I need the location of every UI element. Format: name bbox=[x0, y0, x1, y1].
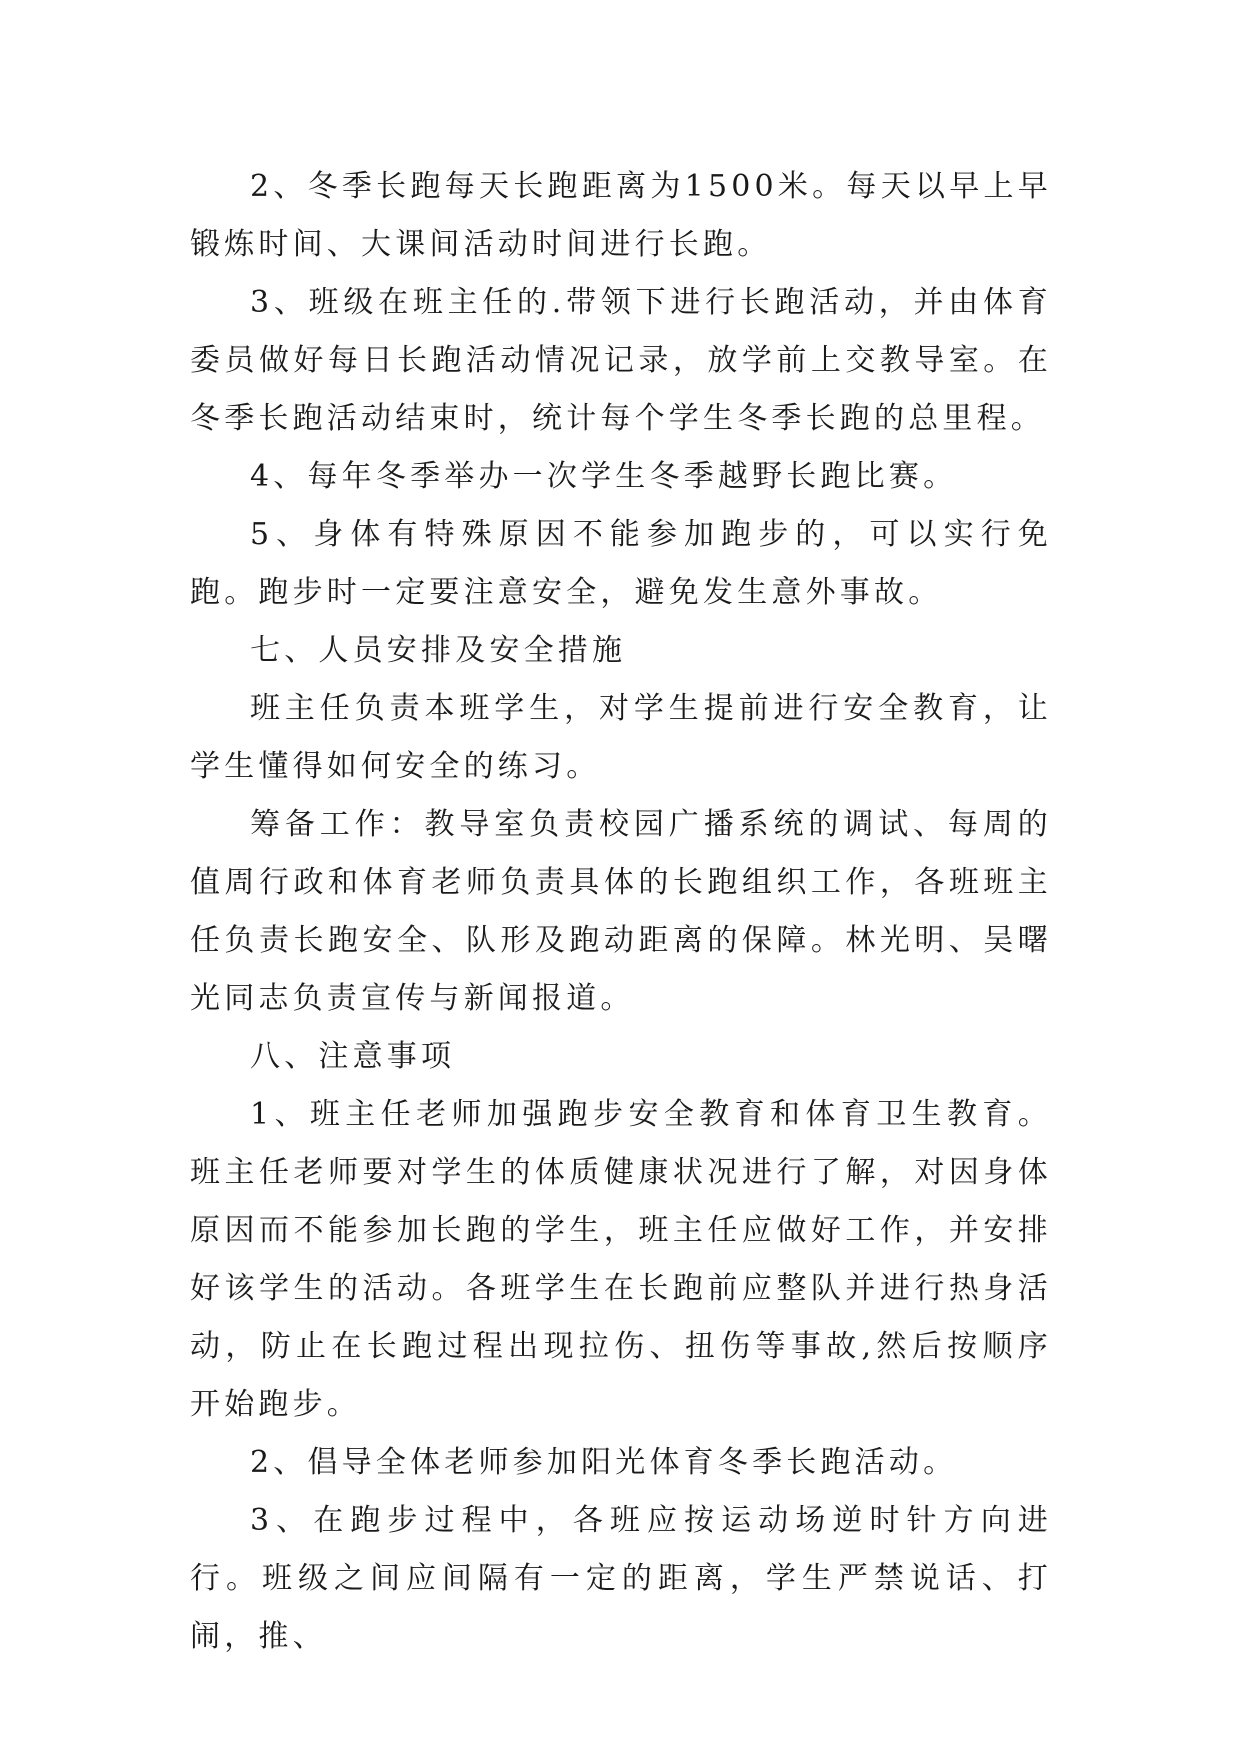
paragraph-item-5: 5、身体有特殊原因不能参加跑步的，可以实行免跑。跑步时一定要注意安全，避免发生意外事故。 bbox=[190, 517, 1052, 610]
section-heading-eight: 八、注意事项 bbox=[250, 1039, 456, 1074]
paragraph-preparation: 筹备工作：教导室负责校园广播系统的调试、每周的值周行政和体育老师负责具体的长跑组织工作，各班班主任负责长跑安全、队形及跑动距离的保障。林光明、吴曙光同志负责宣传与新闻报道。 bbox=[190, 807, 1052, 1016]
paragraph-class-teacher: 班主任负责本班学生，对学生提前进行安全教育，让学生懂得如何安全的练习。 bbox=[190, 691, 1052, 784]
paragraph-note-3: 3、在跑步过程中，各班应按运动场逆时针方向进行。班级之间应间隔有一定的距离，学生严禁说话、打闹，推、 bbox=[190, 1503, 1052, 1654]
paragraph-item-2: 2、冬季长跑每天长跑距离为1500米。每天以早上早锻炼时间、大课间活动时间进行长跑。 bbox=[190, 169, 1052, 262]
paragraph-item-4: 4、每年冬季举办一次学生冬季越野长跑比赛。 bbox=[250, 459, 958, 494]
section-heading-seven: 七、人员安排及安全措施 bbox=[250, 633, 627, 668]
paragraph-note-2: 2、倡导全体老师参加阳光体育冬季长跑活动。 bbox=[250, 1445, 958, 1480]
paragraph-item-3: 3、班级在班主任的.带领下进行长跑活动，并由体育委员做好每日长跑活动情况记录，放学前上交教导室。在冬季长跑活动结束时，统计每个学生冬季长跑的总里程。 bbox=[190, 285, 1052, 436]
document-body bbox=[190, 158, 1052, 1666]
paragraph-note-1: 1、班主任老师加强跑步安全教育和体育卫生教育。班主任老师要对学生的体质健康状况进行了解，对因身体原因而不能参加长跑的学生，班主任应做好工作，并安排好该学生的活动。各班学生在长跑前应整队并进行热身活动，防止在长跑过程出现拉伤、扭伤等事故,然后按顺序开始跑步。 bbox=[190, 1097, 1052, 1422]
